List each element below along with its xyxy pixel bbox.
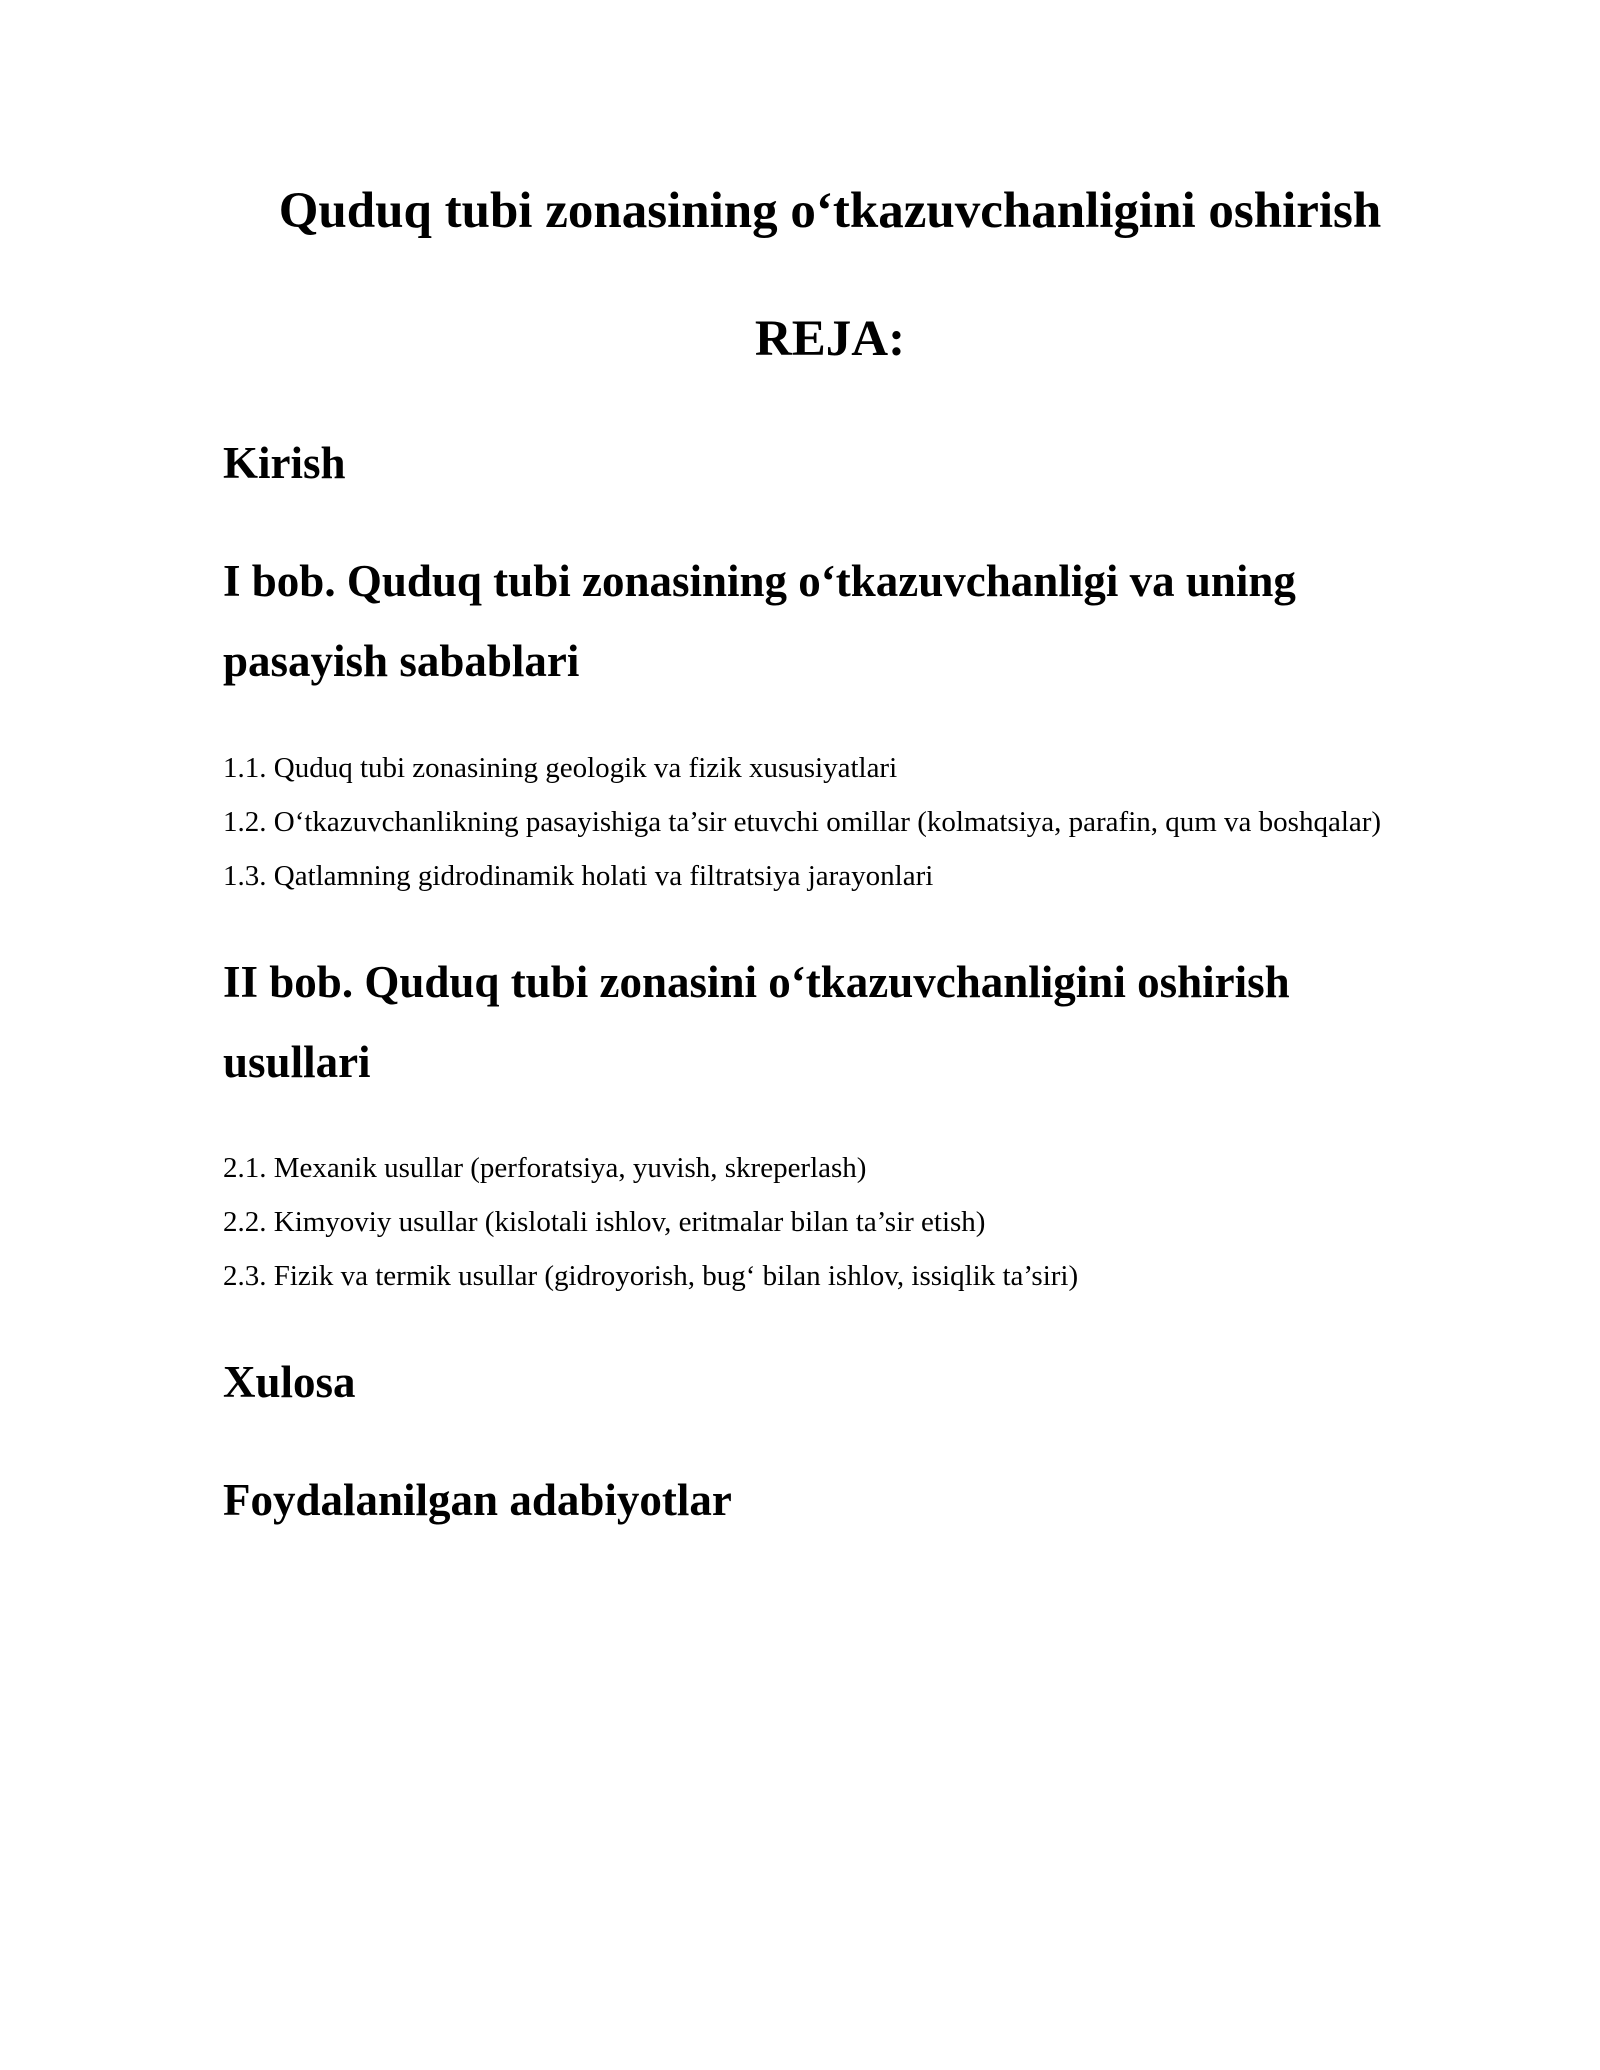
chapter1-item-3: 1.3. Qatlamning gidrodinamik holati va filtratsiya jarayonlari [223,860,934,892]
chapter2-item-1: 2.1. Mexanik usullar (perforatsiya, yuvish, skreperlash) [223,1152,867,1184]
document-title: Quduq tubi zonasining o‘tkazuvchanligini oshirish [278,183,1382,239]
section-intro: Kirish [223,438,346,488]
chapter1-heading-line1: I bob. Quduq tubi zonasining o‘tkazuvchanligi va uning [223,556,1296,606]
chapter1-item-2: 1.2. O‘tkazuvchanlikning pasayishiga ta’sir etuvchi omillar (kolmatsiya, parafin, qum va boshqalar) [223,806,1382,838]
section-conclusion: Xulosa [223,1357,356,1407]
chapter1-item-1: 1.1. Quduq tubi zonasining geologik va fizik xususiyatlari [223,752,898,784]
chapter1-heading-line2: pasayish sabablari [223,636,580,686]
chapter2-item-2: 2.2. Kimyoviy usullar (kislotali ishlov, eritmalar bilan ta’sir etish) [223,1206,986,1238]
chapter2-item-3: 2.3. Fizik va termik usullar (gidroyorish, bug‘ bilan ishlov, issiqlik ta’siri) [223,1260,1079,1292]
chapter2-heading-line1: II bob. Quduq tubi zonasini o‘tkazuvchanligini oshirish [223,957,1290,1007]
plan-heading: REJA: [754,311,906,367]
section-references: Foydalanilgan adabiyotlar [223,1475,732,1525]
chapter2-heading-line2: usullari [223,1037,371,1087]
